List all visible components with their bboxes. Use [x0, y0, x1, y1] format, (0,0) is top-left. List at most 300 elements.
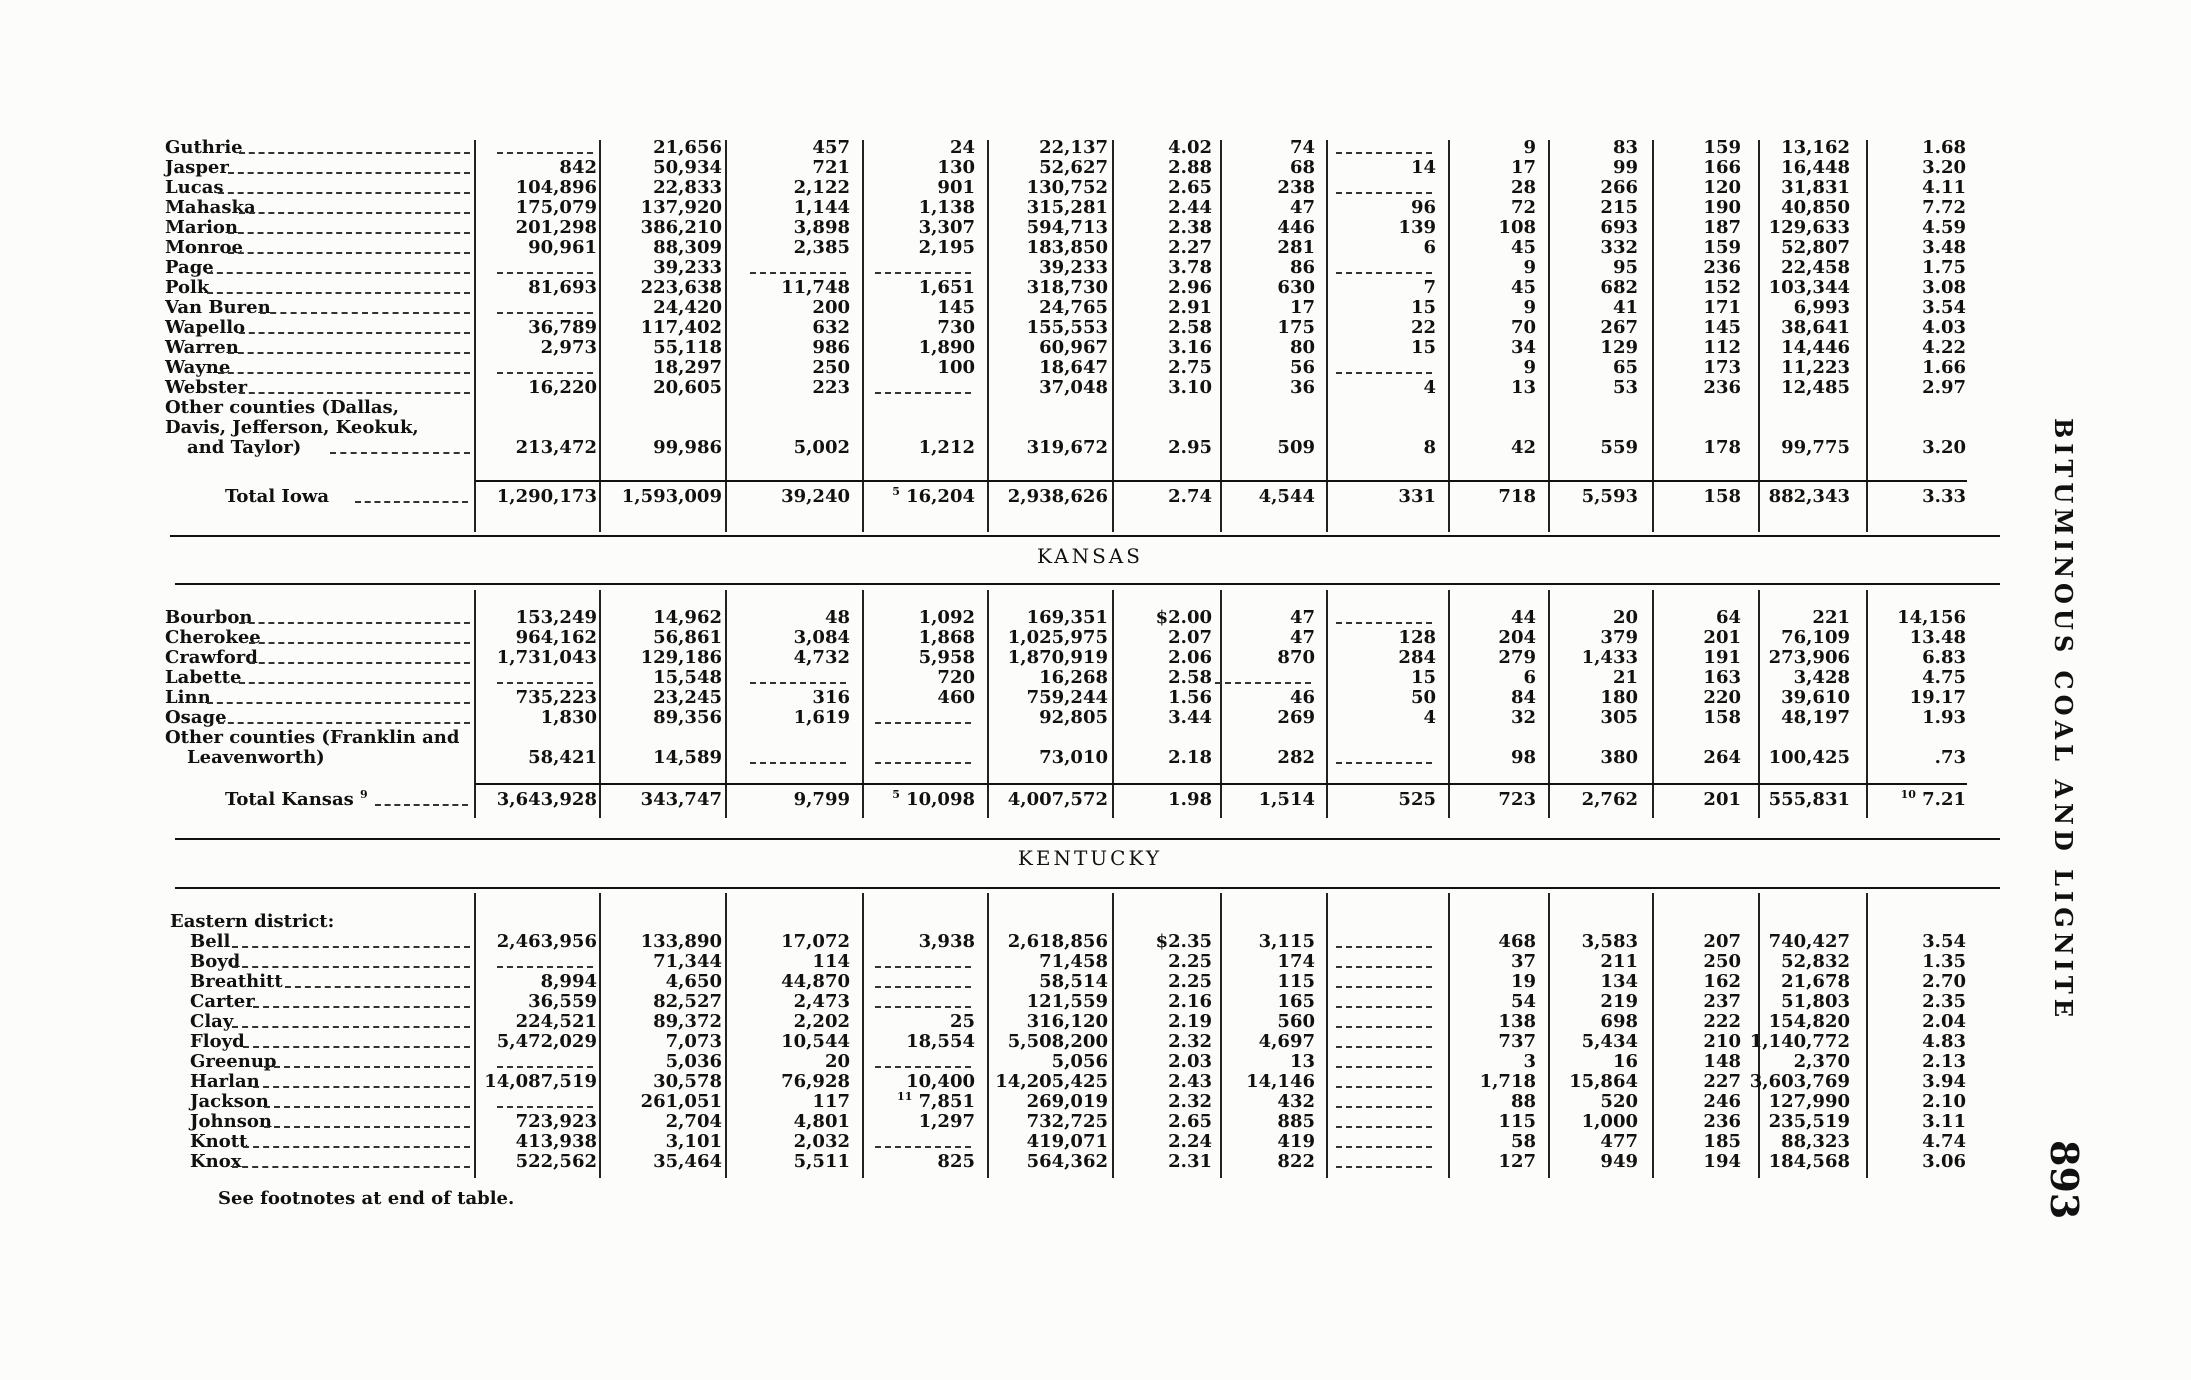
table-row-cell: 47	[1289, 627, 1315, 648]
table-row-cell: 19	[1510, 971, 1536, 992]
table-row-cell: 22	[1410, 317, 1436, 338]
table-row-cell: 46	[1289, 687, 1315, 708]
table-row-cell: 76,109	[1781, 627, 1850, 648]
table-row-cell: 1,868	[918, 627, 975, 648]
table-row-label: Carter	[190, 991, 255, 1012]
table-row-cell: 3,115	[1258, 931, 1315, 952]
total-cell: 2,762	[1581, 789, 1638, 810]
other-counties-cell: 99,775	[1781, 437, 1850, 458]
table-row-cell: 129,186	[640, 647, 722, 668]
table-row-cell: 184,568	[1768, 1151, 1850, 1172]
leader-dots	[243, 1046, 471, 1048]
total-cell: 4,007,572	[1007, 789, 1108, 810]
table-row-cell: 1,092	[918, 607, 975, 628]
table-row-cell: 2.25	[1168, 951, 1212, 972]
leader-dots	[228, 252, 470, 254]
table-row-cell: 88,309	[653, 237, 722, 258]
table-row-cell: 236	[1703, 257, 1741, 278]
table-row-cell: 22,458	[1781, 257, 1850, 278]
other-counties-label: Other counties (Franklin and	[165, 727, 460, 748]
section-heading-kansas: KANSAS	[1037, 544, 1143, 568]
table-row-cell: 3.11	[1922, 1111, 1966, 1132]
table-row-dash-cell	[1336, 966, 1432, 968]
other-counties-cell: 98	[1510, 747, 1536, 768]
table-row-cell: 201,298	[515, 217, 597, 238]
column-rule	[725, 140, 727, 532]
table-row-cell: 96	[1410, 197, 1436, 218]
table-row-cell: 468	[1498, 931, 1536, 952]
table-row-cell: 1,433	[1581, 647, 1638, 668]
table-row-cell: 39,233	[653, 257, 722, 278]
table-row-cell: 14,205,425	[995, 1071, 1108, 1092]
table-row-cell: 2.06	[1168, 647, 1212, 668]
table-row-cell: 269	[1277, 707, 1315, 728]
table-row-cell: 159	[1703, 237, 1741, 258]
table-row-cell: 4,650	[665, 971, 722, 992]
other-counties-cell: 73,010	[1039, 747, 1108, 768]
table-row-cell: 9	[1523, 297, 1536, 318]
table-row-cell: 284	[1398, 647, 1436, 668]
table-row-cell: 842	[559, 157, 597, 178]
table-row-cell: 145	[1703, 317, 1741, 338]
other-counties-cell: 2.18	[1168, 747, 1212, 768]
table-row-label: Jackson	[190, 1091, 269, 1112]
table-row-label: Clay	[190, 1011, 234, 1032]
table-row-cell: 153,249	[515, 607, 597, 628]
table-row-cell: 65	[1612, 357, 1638, 378]
table-row-cell: 162	[1703, 971, 1741, 992]
leader-dots	[285, 986, 471, 988]
table-row-cell: 2,195	[918, 237, 975, 258]
total-cell: 1,290,173	[496, 486, 597, 507]
table-row-label: Osage	[165, 707, 227, 728]
table-row-label: Knox	[190, 1151, 242, 1172]
total-cell: 555,831	[1768, 789, 1850, 810]
table-row-cell: 1.56	[1168, 687, 1212, 708]
table-row-cell: 14	[1410, 157, 1436, 178]
table-row-cell: 564,362	[1026, 1151, 1108, 1172]
column-rule	[1548, 140, 1550, 532]
table-row-cell: 103,344	[1768, 277, 1850, 298]
leader-dots	[218, 192, 471, 194]
column-rule	[1866, 140, 1868, 532]
other-counties-label: and Taylor)	[187, 437, 302, 458]
table-row-cell: 315,281	[1026, 197, 1108, 218]
table-row-cell: 166	[1703, 157, 1741, 178]
table-row-cell: 22,137	[1039, 137, 1108, 158]
table-row-cell: 20	[824, 1051, 850, 1072]
table-row-dash-cell	[1336, 1046, 1432, 1048]
table-row-cell: 9	[1523, 257, 1536, 278]
leader-dots	[260, 312, 471, 314]
table-row-cell: 2.91	[1168, 297, 1212, 318]
leader-dots	[228, 232, 470, 234]
other-counties-cell: 380	[1600, 747, 1638, 768]
table-row-dash-cell	[497, 682, 593, 684]
table-row-cell: 720	[937, 667, 975, 688]
table-row-cell: 21	[1612, 667, 1638, 688]
other-counties-cell: 2.95	[1168, 437, 1212, 458]
table-row-cell: 48	[824, 607, 850, 628]
table-row-cell: 4.59	[1922, 217, 1966, 238]
table-row-dash-cell	[1336, 272, 1432, 274]
table-row-cell: 246	[1703, 1091, 1741, 1112]
table-row-cell: 2.75	[1168, 357, 1212, 378]
table-row-cell: 730	[937, 317, 975, 338]
table-row-cell: 128	[1398, 627, 1436, 648]
table-row-cell: 58	[1510, 1131, 1536, 1152]
table-row-cell: 735,223	[515, 687, 597, 708]
table-row-cell: 6	[1523, 667, 1536, 688]
other-counties-cell: 1,212	[918, 437, 975, 458]
column-rule	[1448, 140, 1450, 532]
table-row-cell: 47	[1289, 197, 1315, 218]
table-row-cell: 35,464	[653, 1151, 722, 1172]
table-row-cell: 84	[1510, 687, 1536, 708]
table-row-cell: 36,789	[528, 317, 597, 338]
table-row-cell: 50	[1410, 687, 1436, 708]
table-row-cell: 21,656	[653, 137, 722, 158]
table-row-cell: 1,000	[1581, 1111, 1638, 1132]
table-row-dash-cell	[750, 272, 846, 274]
table-row-cell: 180	[1600, 687, 1638, 708]
table-row-cell: 6,993	[1793, 297, 1850, 318]
other-counties-cell: 14,589	[653, 747, 722, 768]
section-rule	[175, 887, 2000, 889]
table-row-cell: 3,084	[793, 627, 850, 648]
table-row-cell: 4	[1423, 707, 1436, 728]
leader-dots	[355, 501, 468, 503]
other-counties-cell: 100,425	[1768, 747, 1850, 768]
column-rule	[599, 893, 601, 1178]
table-row-cell: 15,548	[653, 667, 722, 688]
table-row-cell: 632	[812, 317, 850, 338]
column-rule	[725, 893, 727, 1178]
table-row-cell: $2.35	[1155, 931, 1212, 952]
table-row-cell: 2.97	[1922, 377, 1966, 398]
table-row-cell: 2.07	[1168, 627, 1212, 648]
table-row-cell: 3.78	[1168, 257, 1212, 278]
table-row-dash-cell	[875, 722, 971, 724]
table-row-cell: 50,934	[653, 157, 722, 178]
table-row-cell: 2,973	[540, 337, 597, 358]
table-row-cell: 1,830	[540, 707, 597, 728]
table-row-cell: 2.10	[1922, 1091, 1966, 1112]
table-row-cell: 100	[937, 357, 975, 378]
table-row-cell: 56,861	[653, 627, 722, 648]
total-cell: 718	[1498, 486, 1536, 507]
table-row-cell: 737	[1498, 1031, 1536, 1052]
table-row-cell: 41	[1612, 297, 1638, 318]
table-row-cell: 221	[1812, 607, 1850, 628]
table-row-dash-cell	[1336, 372, 1432, 374]
total-cell: $^5$ 10,098	[892, 788, 975, 810]
table-row-cell: 76,928	[781, 1071, 850, 1092]
leader-dots	[239, 622, 471, 624]
table-row-cell: 723,923	[515, 1111, 597, 1132]
table-row-cell: 13	[1289, 1051, 1315, 1072]
table-row-cell: 4.11	[1922, 177, 1966, 198]
leader-dots	[239, 682, 471, 684]
table-row-cell: 5,472,029	[496, 1031, 597, 1052]
table-row-cell: 7.72	[1922, 197, 1966, 218]
table-row-cell: 222	[1703, 1011, 1741, 1032]
table-row-cell: 191	[1703, 647, 1741, 668]
table-row-cell: 148	[1703, 1051, 1741, 1072]
table-row-cell: 17	[1510, 157, 1536, 178]
table-row-cell: 4,732	[793, 647, 850, 668]
table-row-cell: 13,162	[1781, 137, 1850, 158]
table-row-label: Knott	[190, 1131, 248, 1152]
table-row-label: Wayne	[165, 357, 231, 378]
table-row-cell: 3.48	[1922, 237, 1966, 258]
other-counties-cell: 282	[1277, 747, 1315, 768]
table-row-dash-cell	[1336, 1146, 1432, 1148]
table-row-cell: 2,704	[665, 1111, 722, 1132]
table-row-cell: 20,605	[653, 377, 722, 398]
table-row-label: Floyd	[190, 1031, 245, 1052]
total-cell: 5,593	[1581, 486, 1638, 507]
table-row-cell: 88,323	[1781, 1131, 1850, 1152]
table-row-cell: 949	[1600, 1151, 1638, 1172]
table-row-dash-cell	[875, 1006, 971, 1008]
table-row-cell: 4.22	[1922, 337, 1966, 358]
leader-dots	[207, 702, 470, 704]
table-row-cell: 318,730	[1026, 277, 1108, 298]
table-row-cell: 48,197	[1781, 707, 1850, 728]
table-row-label: Linn	[165, 687, 211, 708]
table-row-cell: 1,651	[918, 277, 975, 298]
leader-dots	[253, 1086, 470, 1088]
table-row-cell: 236	[1703, 1111, 1741, 1132]
table-row-cell: 9	[1523, 357, 1536, 378]
table-row-cell: 432	[1277, 1091, 1315, 1112]
table-row-cell: 90,961	[528, 237, 597, 258]
table-row-cell: 16,220	[528, 377, 597, 398]
table-row-label: Greenup	[190, 1051, 277, 1072]
other-counties-cell: 99,986	[653, 437, 722, 458]
table-row-cell: 3	[1523, 1051, 1536, 1072]
table-row-cell: 227	[1703, 1071, 1741, 1092]
table-row-cell: 158	[1703, 707, 1741, 728]
table-row-cell: 3,307	[918, 217, 975, 238]
table-row-cell: 11,223	[1781, 357, 1850, 378]
table-row-cell: 4.02	[1168, 137, 1212, 158]
table-row-dash-cell	[1215, 682, 1311, 684]
table-row-label: Marion	[165, 217, 239, 238]
leader-dots	[207, 272, 470, 274]
section-rule	[175, 583, 2000, 585]
table-row-dash-cell	[497, 372, 593, 374]
total-cell: 39,240	[781, 486, 850, 507]
table-row-cell: 72	[1510, 197, 1536, 218]
table-row-cell: 37	[1510, 951, 1536, 972]
other-counties-cell: 5,002	[793, 437, 850, 458]
leader-dots	[253, 1006, 470, 1008]
table-row-cell: 121,559	[1026, 991, 1108, 1012]
table-row-cell: 138	[1498, 1011, 1536, 1032]
table-row-cell: 2.19	[1168, 1011, 1212, 1032]
table-row-label: Lucas	[165, 177, 224, 198]
table-row-cell: 15	[1410, 667, 1436, 688]
table-row-cell: 885	[1277, 1111, 1315, 1132]
total-cell: 525	[1398, 789, 1436, 810]
table-row-cell: 413,938	[515, 1131, 597, 1152]
table-row-cell: 4.03	[1922, 317, 1966, 338]
table-row-cell: 220	[1703, 687, 1741, 708]
column-rule	[1758, 140, 1760, 532]
table-row-cell: 28	[1510, 177, 1536, 198]
table-row-cell: 12,485	[1781, 377, 1850, 398]
total-rule	[475, 783, 1967, 785]
total-cell: 1,593,009	[621, 486, 722, 507]
table-row-dash-cell	[497, 312, 593, 314]
table-row-cell: 38,641	[1781, 317, 1850, 338]
column-rule	[599, 140, 601, 532]
table-row-dash-cell	[875, 1146, 971, 1148]
other-counties-cell: 264	[1703, 747, 1741, 768]
table-row-cell: 4.83	[1922, 1031, 1966, 1052]
table-row-cell: 520	[1600, 1091, 1638, 1112]
table-row-cell: 477	[1600, 1131, 1638, 1152]
table-row-cell: 60,967	[1039, 337, 1108, 358]
table-row-cell: 10,544	[781, 1031, 850, 1052]
total-cell: 3,643,928	[496, 789, 597, 810]
table-row-cell: 154,820	[1768, 1011, 1850, 1032]
column-rule	[474, 893, 476, 1178]
table-row-label: Warren	[165, 337, 239, 358]
table-row-cell: 630	[1277, 277, 1315, 298]
table-row-cell: 145	[937, 297, 975, 318]
total-cell: 2,938,626	[1007, 486, 1108, 507]
column-rule	[1112, 893, 1114, 1178]
table-row-cell: 238	[1277, 177, 1315, 198]
table-row-cell: 39,610	[1781, 687, 1850, 708]
table-row-dash-cell	[1336, 1106, 1432, 1108]
table-row-cell: 37,048	[1039, 377, 1108, 398]
table-row-cell: 1.68	[1922, 137, 1966, 158]
table-row-dash-cell	[1336, 1166, 1432, 1168]
table-row-cell: 2.27	[1168, 237, 1212, 258]
table-row-cell: 2,385	[793, 237, 850, 258]
table-row-cell: 71,458	[1039, 951, 1108, 972]
table-row-dash-cell	[497, 966, 593, 968]
leader-dots	[228, 172, 470, 174]
table-row-cell: 740,427	[1768, 931, 1850, 952]
table-row-cell: 112	[1703, 337, 1741, 358]
leader-dots	[239, 212, 471, 214]
table-row-dash-cell	[497, 1106, 593, 1108]
other-counties-label: Leavenworth)	[187, 747, 325, 768]
column-rule	[1112, 140, 1114, 532]
table-row-cell: 235,519	[1768, 1111, 1850, 1132]
total-cell: 331	[1398, 486, 1436, 507]
table-row-cell: 92,805	[1039, 707, 1108, 728]
table-row-cell: 2.96	[1168, 277, 1212, 298]
table-row-cell: 223	[812, 377, 850, 398]
table-row-cell: 127,990	[1768, 1091, 1850, 1112]
other-counties-cell: .73	[1934, 747, 1966, 768]
table-row-cell: 986	[812, 337, 850, 358]
table-row-cell: 5,056	[1051, 1051, 1108, 1072]
table-row-cell: 2.35	[1922, 991, 1966, 1012]
other-counties-cell: 178	[1703, 437, 1741, 458]
leader-dots	[249, 662, 470, 664]
table-row-cell: 3,428	[1793, 667, 1850, 688]
leader-dots	[232, 946, 470, 948]
table-row-dash-cell	[1336, 1006, 1432, 1008]
table-row-cell: 18,554	[906, 1031, 975, 1052]
leader-dots	[264, 1066, 471, 1068]
table-row-cell: 194	[1703, 1151, 1741, 1172]
table-row-cell: 2.58	[1168, 317, 1212, 338]
table-row-cell: 2.32	[1168, 1091, 1212, 1112]
leader-dots	[232, 1166, 470, 1168]
table-row-label: Cherokee	[165, 627, 261, 648]
leader-dots	[218, 722, 471, 724]
table-row-cell: 1,619	[793, 707, 850, 728]
table-row-cell: 15	[1410, 297, 1436, 318]
table-row-cell: 32	[1510, 707, 1536, 728]
table-row-cell: 114	[812, 951, 850, 972]
table-row-cell: 127	[1498, 1151, 1536, 1172]
section-rule	[175, 838, 2000, 840]
table-row-cell: 22,833	[653, 177, 722, 198]
table-row-dash-cell	[875, 1066, 971, 1068]
total-cell: $^{10}$ 7.21	[1900, 788, 1966, 810]
table-row-cell: 58,514	[1039, 971, 1108, 992]
table-row-cell: 5,508,200	[1007, 1031, 1108, 1052]
table-row-cell: 250	[812, 357, 850, 378]
table-row-cell: 20	[1612, 607, 1638, 628]
table-row-cell: 45	[1510, 237, 1536, 258]
table-row-label: Breathitt	[190, 971, 283, 992]
table-row-cell: 2.58	[1168, 667, 1212, 688]
other-counties-label: Davis, Jefferson, Keokuk,	[165, 417, 419, 438]
table-row-cell: 174	[1277, 951, 1315, 972]
table-row-cell: 130	[937, 157, 975, 178]
table-row-cell: 15	[1410, 337, 1436, 358]
table-row-cell: 2,618,856	[1007, 931, 1108, 952]
section-rule	[170, 535, 2000, 537]
other-counties-cell: 8	[1423, 437, 1436, 458]
total-rule	[475, 480, 1967, 482]
leader-dots	[330, 452, 470, 454]
section-heading-kentucky: KENTUCKY	[1017, 846, 1163, 870]
column-rule	[1548, 893, 1550, 1178]
other-counties-cell: 509	[1277, 437, 1315, 458]
table-row-cell: 88	[1510, 1091, 1536, 1112]
table-row-cell: 7,073	[665, 1031, 722, 1052]
table-row-cell: 40,850	[1781, 197, 1850, 218]
table-row-cell: 53	[1612, 377, 1638, 398]
table-row-cell: 17	[1289, 297, 1315, 318]
table-row-cell: 825	[937, 1151, 975, 1172]
table-row-cell: 6.83	[1922, 647, 1966, 668]
table-row-dash-cell	[1336, 152, 1432, 154]
table-row-cell: 89,372	[653, 1011, 722, 1032]
table-row-dash-cell	[1336, 1126, 1432, 1128]
leader-dots	[264, 1126, 471, 1128]
table-row-cell: 6	[1423, 237, 1436, 258]
table-row-cell: 693	[1600, 217, 1638, 238]
table-row-cell: 3.20	[1922, 157, 1966, 178]
other-counties-cell: 319,672	[1026, 437, 1108, 458]
table-row-cell: 1,731,043	[496, 647, 597, 668]
table-row-cell: 16,268	[1039, 667, 1108, 688]
column-rule	[474, 140, 476, 532]
table-row-cell: 64	[1715, 607, 1741, 628]
